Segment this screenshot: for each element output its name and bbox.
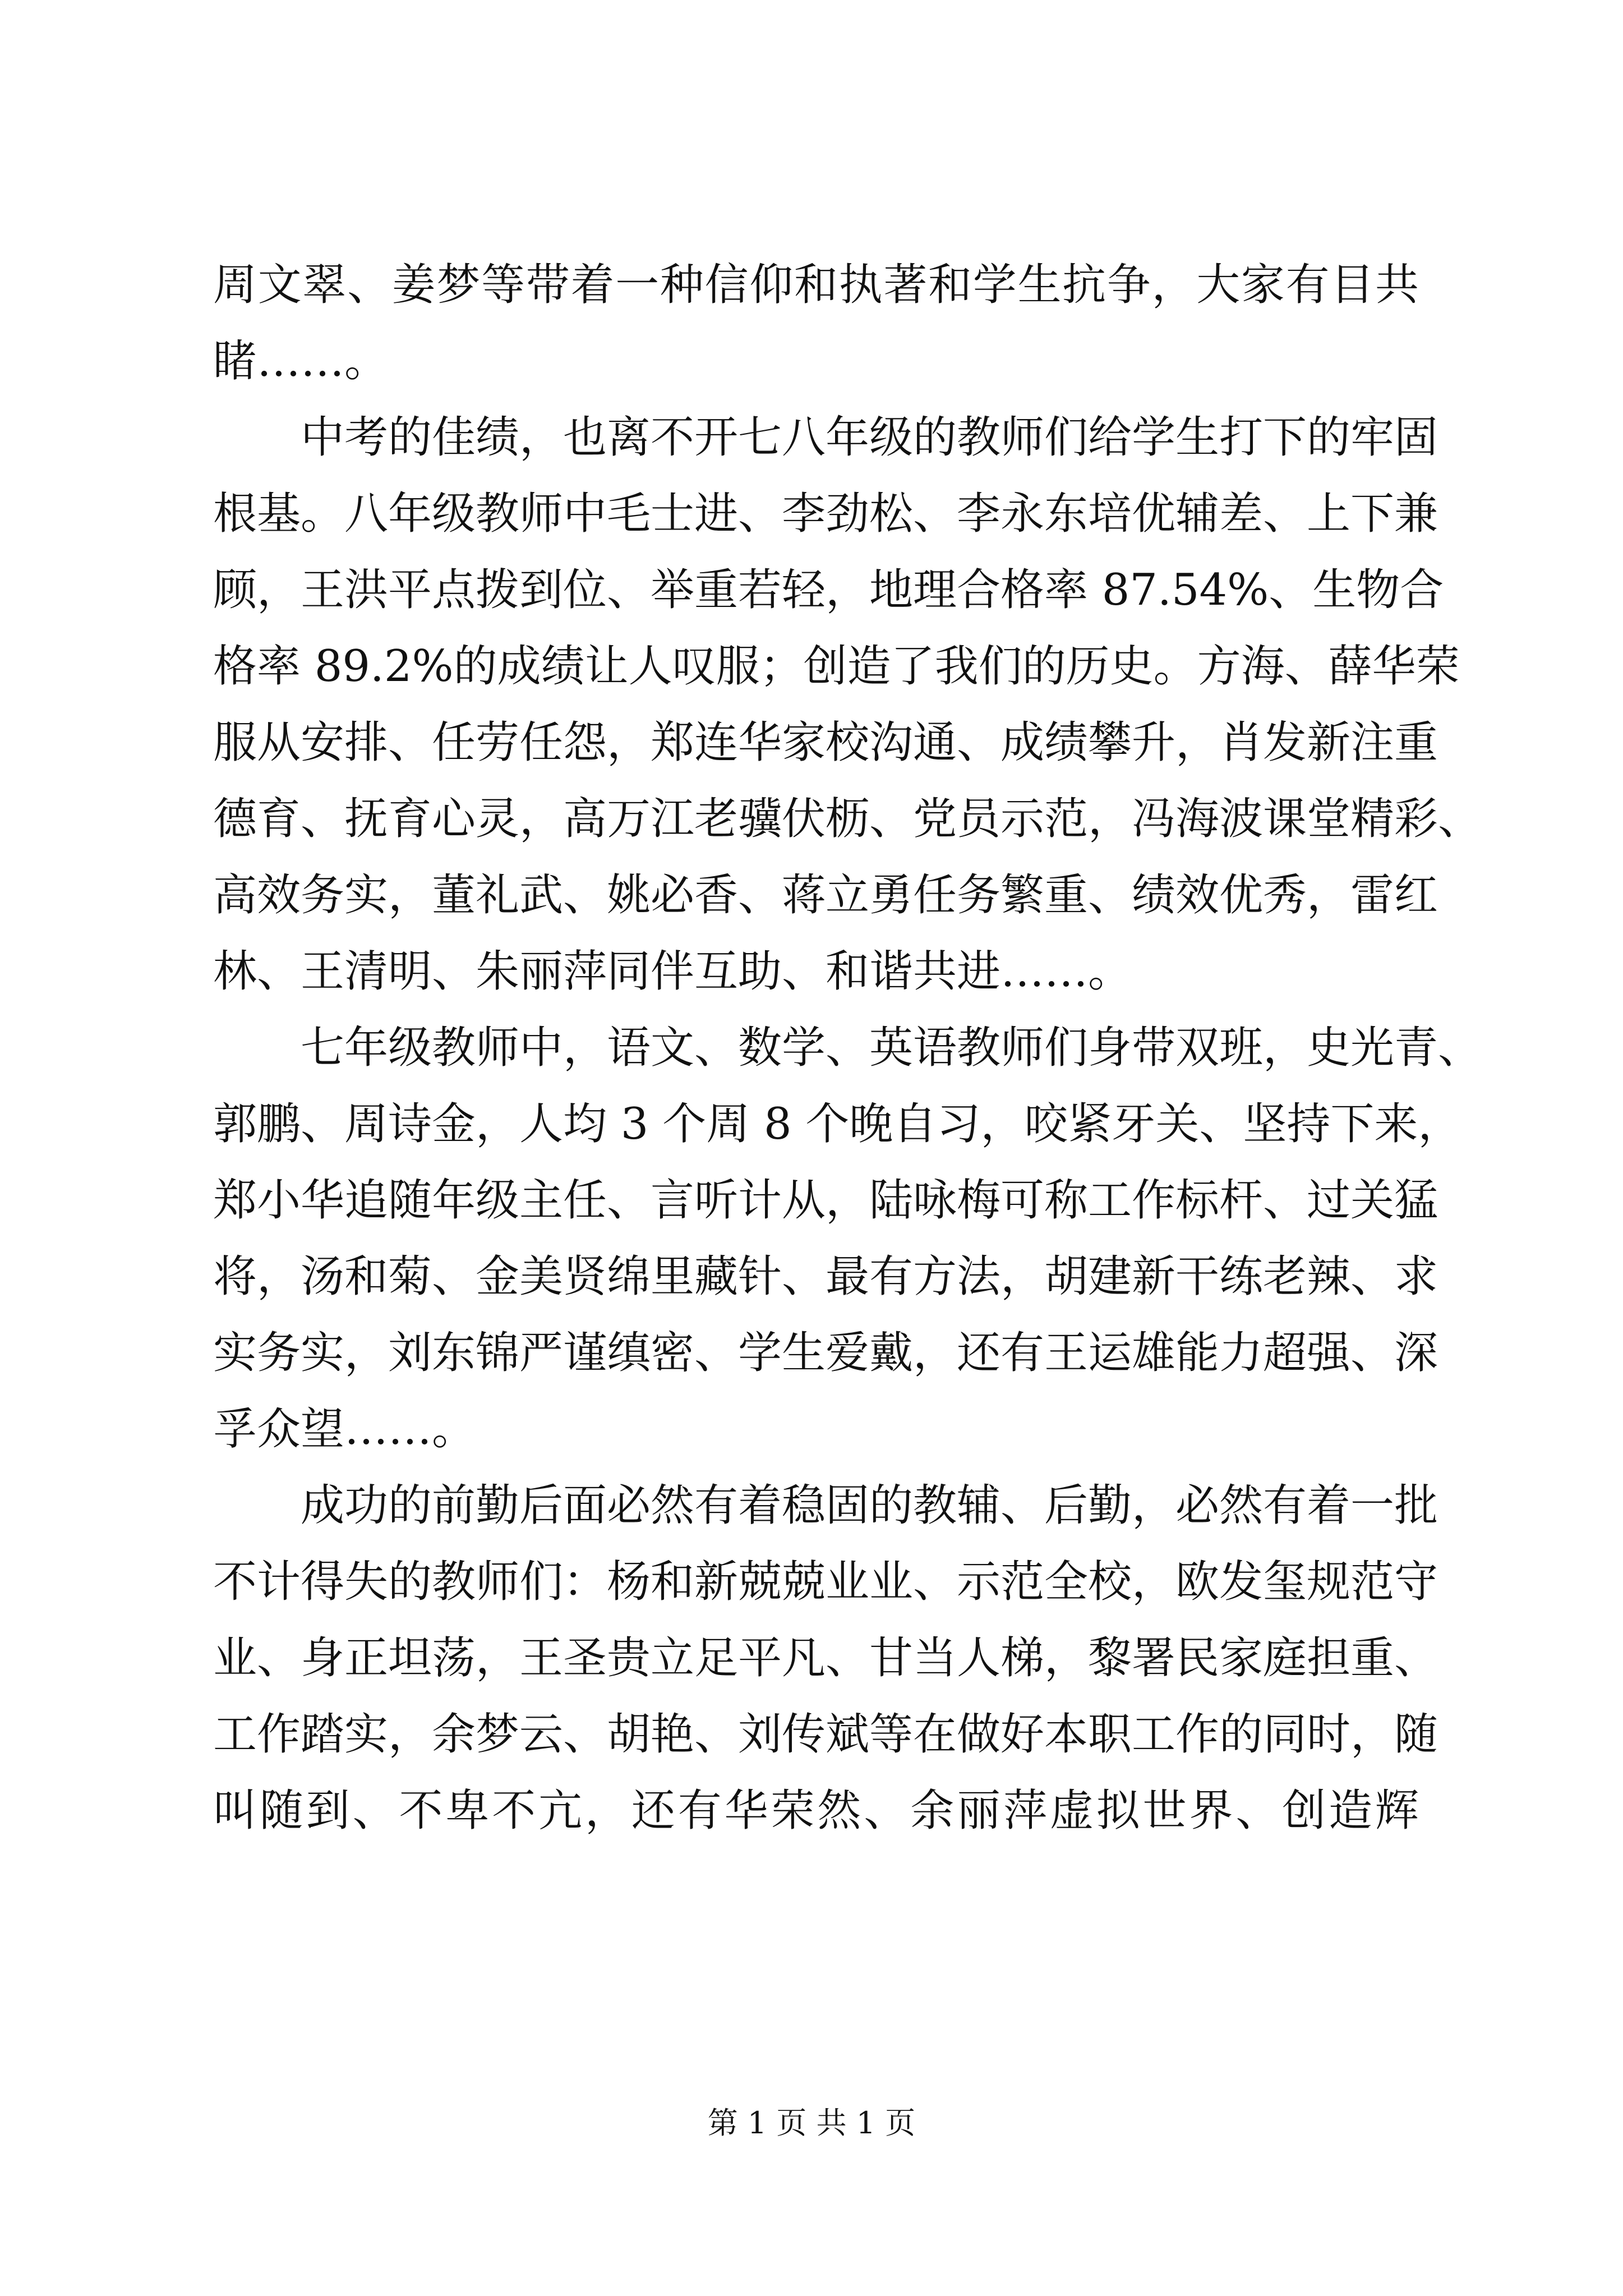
text-line: 七年级教师中，语文、数学、英语教师们身带双班，史光青、 bbox=[301, 1023, 1482, 1073]
text-line: 叫随到、不卑不亢，还有华荣然、余丽萍虚拟世界、创造辉 bbox=[213, 1786, 1419, 1836]
text-line: 高效务实，董礼武、姚必香、蒋立勇任务繁重、绩效优秀，雷红 bbox=[213, 870, 1438, 921]
text-line: 中考的佳绩，也离不开七八年级的教师们给学生打下的牢固 bbox=[301, 412, 1438, 463]
text-line: 睹……。 bbox=[213, 336, 389, 386]
text-line: 德育、抚育心灵，高万江老骥伏枥、党员示范，冯海波课堂精彩、 bbox=[213, 794, 1482, 844]
text-line: 业、身正坦荡，王圣贵立足平凡、甘当人梯，黎署民家庭担重、 bbox=[213, 1633, 1438, 1683]
text-line: 根基。八年级教师中毛士进、李劲松、李永东培优辅差、上下兼 bbox=[213, 489, 1438, 539]
text-line: 工作踏实，余梦云、胡艳、刘传斌等在做好本职工作的同时，随 bbox=[213, 1709, 1438, 1760]
text-line: 实务实，刘东锦严谨缜密、学生爱戴，还有王运雄能力超强、深 bbox=[213, 1328, 1438, 1378]
text-line: 服从安排、任劳任怨，郑连华家校沟通、成绩攀升，肖发新注重 bbox=[213, 717, 1438, 768]
text-line: 格率 89.2%的成绩让人叹服；创造了我们的历史。方海、薛华荣 bbox=[213, 641, 1460, 692]
text-line: 郑小华追随年级主任、言听计从，陆咏梅可称工作标杆、过关猛 bbox=[213, 1175, 1438, 1226]
text-line: 周文翠、姜梦等带着一种信仰和执著和学生抗争，大家有目共 bbox=[213, 260, 1419, 310]
text-line: 顾，王洪平点拨到位、举重若轻，地理合格率 87.54%、生物合 bbox=[213, 565, 1444, 615]
text-line: 林、王清明、朱丽萍同伴互助、和谐共进……。 bbox=[213, 946, 1132, 997]
text-line: 成功的前勤后面必然有着稳固的教辅、后勤，必然有着一批 bbox=[301, 1480, 1438, 1531]
page-footer bbox=[0, 2101, 1623, 2146]
text-line: 将，汤和菊、金美贤绵里藏针、最有方法，胡建新干练老辣、求 bbox=[213, 1251, 1438, 1302]
text-line: 不计得失的教师们：杨和新兢兢业业、示范全校，欧发玺规范守 bbox=[213, 1557, 1438, 1607]
text-line: 孚众望……。 bbox=[213, 1404, 476, 1455]
document-body bbox=[213, 247, 1482, 1849]
text-line: 郭鹏、周诗金，人均 3 个周 8 个晚自习，咬紧牙关、坚持下来， bbox=[213, 1099, 1462, 1149]
page-number-label: 第 1 页 共 1 页 bbox=[707, 2105, 916, 2141]
